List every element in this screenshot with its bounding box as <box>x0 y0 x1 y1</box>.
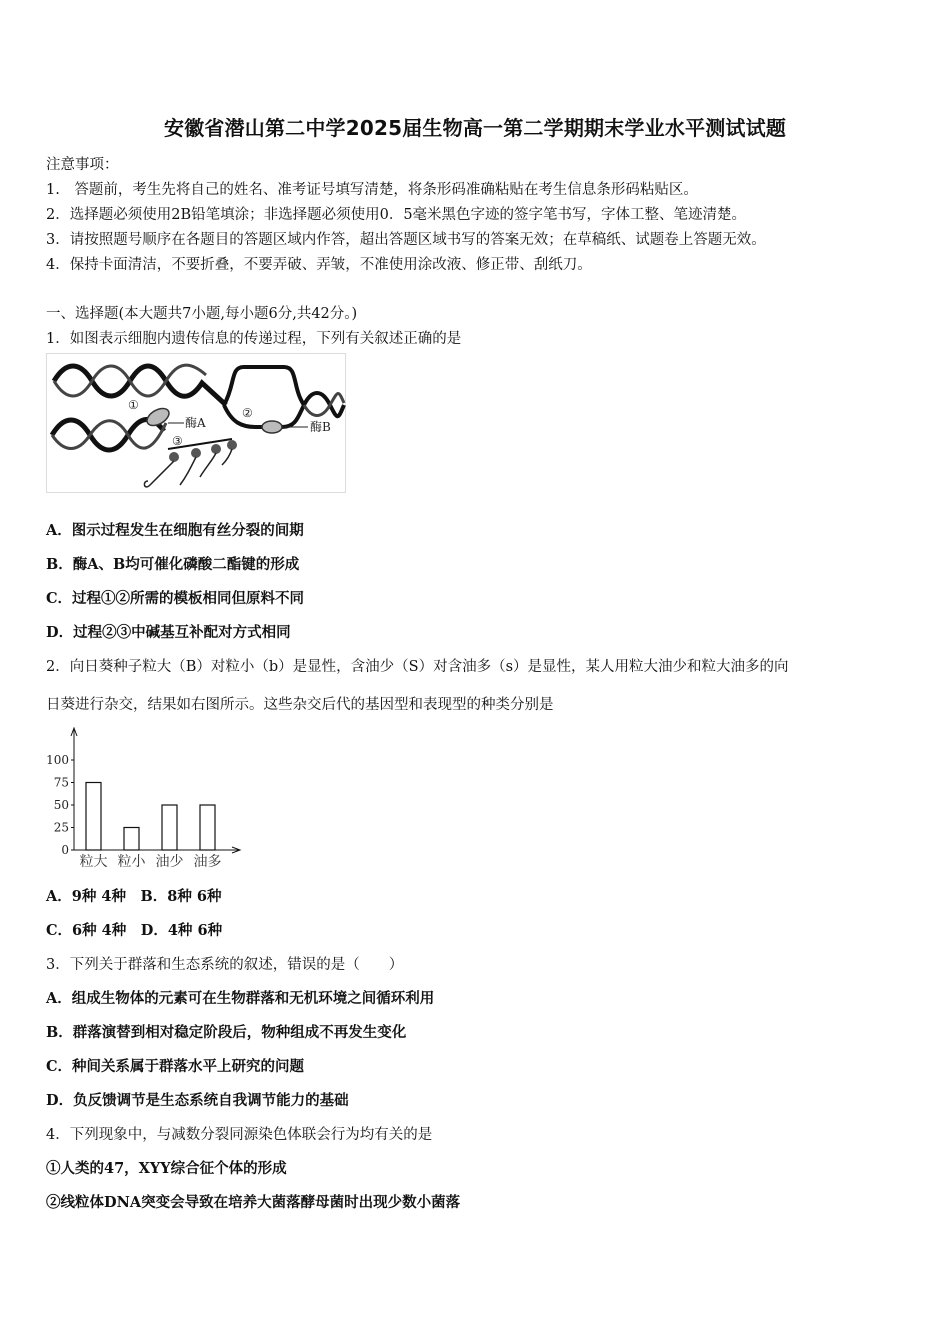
process-3-label: ③ <box>172 434 183 448</box>
q3-stem: 3．下列关于群落和生态系统的叙述，错误的是（ ） <box>46 957 404 973</box>
q3-option-c: C．种间关系属于群落水平上研究的问题 <box>46 1058 305 1075</box>
process-2-label: ② <box>242 406 253 420</box>
y-tick-label: 100 <box>46 753 69 767</box>
notice-item-1: 1. 答题前，考生先将自己的姓名、准考证号填写清楚，将条形码准确粘贴在考生信息条形码粘贴区。 <box>46 182 698 198</box>
q1-option-c: C．过程①②所需的模板相同但原料不同 <box>46 590 305 607</box>
x-tick-label: 油多 <box>193 854 222 870</box>
section-heading: 一、选择题(本大题共7小题,每小题6分,共42分。) <box>46 306 358 322</box>
enzyme-a-label: 酶A <box>185 416 206 430</box>
enzyme-b-label: 酶B <box>310 420 331 434</box>
bar-粒小 <box>124 828 139 851</box>
x-tick-label: 粒小 <box>117 854 146 870</box>
q3-option-b: B．群落演替到相对稳定阶段后，物种组成不再发生变化 <box>46 1024 407 1041</box>
y-tick-label: 75 <box>53 775 69 790</box>
q2-options-line2: C．6种 4种 D．4种 6种 <box>46 922 223 939</box>
notice-heading: 注意事项： <box>46 157 119 173</box>
x-tick-label: 粒大 <box>79 854 108 870</box>
q3-option-a: A．组成生物体的元素可在生物群落和无机环境之间循环利用 <box>46 990 435 1007</box>
q1-stem: 1．如图表示细胞内遗传信息的传递过程，下列有关叙述正确的是 <box>46 331 462 347</box>
q2-options-line1: A．9种 4种 B．8种 6种 <box>46 888 222 905</box>
q1-figure <box>46 353 346 493</box>
y-tick-label: 25 <box>53 820 69 835</box>
bar-粒大 <box>86 783 101 851</box>
q1-option-d: D．过程②③中碱基互补配对方式相同 <box>46 624 291 641</box>
x-tick-label: 油少 <box>155 854 184 870</box>
q2-stem-line1: 2．向日葵种子粒大（B）对粒小（b）是显性，含油少（S）对含油多（s）是显性，某人用粒大油少和粒大油多的向 <box>46 659 789 675</box>
notice-item-2: 2．选择题必须使用2B铅笔填涂；非选择题必须使用0．5毫米黑色字迹的签字笔书写，字体工整、笔迹清楚。 <box>46 207 747 223</box>
bar-油多 <box>200 805 215 850</box>
y-tick-label: 0 <box>61 843 69 857</box>
q3-option-d: D．负反馈调节是生态系统自我调节能力的基础 <box>46 1092 349 1109</box>
q2-bar-chart <box>46 722 246 872</box>
q4-item-1: ①人类的47，XYY综合征个体的形成 <box>46 1160 287 1177</box>
y-tick-label: 50 <box>53 798 69 812</box>
notice-item-3: 3．请按照题号顺序在各题目的答题区域内作答，超出答题区域书写的答案无效；在草稿纸、试题卷上答题无效。 <box>46 232 766 248</box>
process-1-label: ① <box>128 398 139 412</box>
q1-option-b: B．酶A、B均可催化磷酸二酯键的形成 <box>46 556 300 573</box>
page-title: 安徽省潜山第二中学2025届生物高一第二学期期末学业水平测试试题 <box>163 116 787 140</box>
bar-油少 <box>162 805 177 850</box>
notice-item-4: 4．保持卡面清洁，不要折叠，不要弄破、弄皱，不准使用涂改液、修正带、刮纸刀。 <box>46 257 592 273</box>
q1-option-a: A．图示过程发生在细胞有丝分裂的间期 <box>46 522 304 539</box>
q4-stem: 4．下列现象中，与减数分裂同源染色体联会行为均有关的是 <box>46 1127 433 1143</box>
q2-stem-line2: 日葵进行杂交，结果如右图所示。这些杂交后代的基因型和表现型的种类分别是 <box>46 697 554 713</box>
q4-item-2: ②线粒体DNA突变会导致在培养大菌落酵母菌时出现少数小菌落 <box>46 1194 461 1211</box>
